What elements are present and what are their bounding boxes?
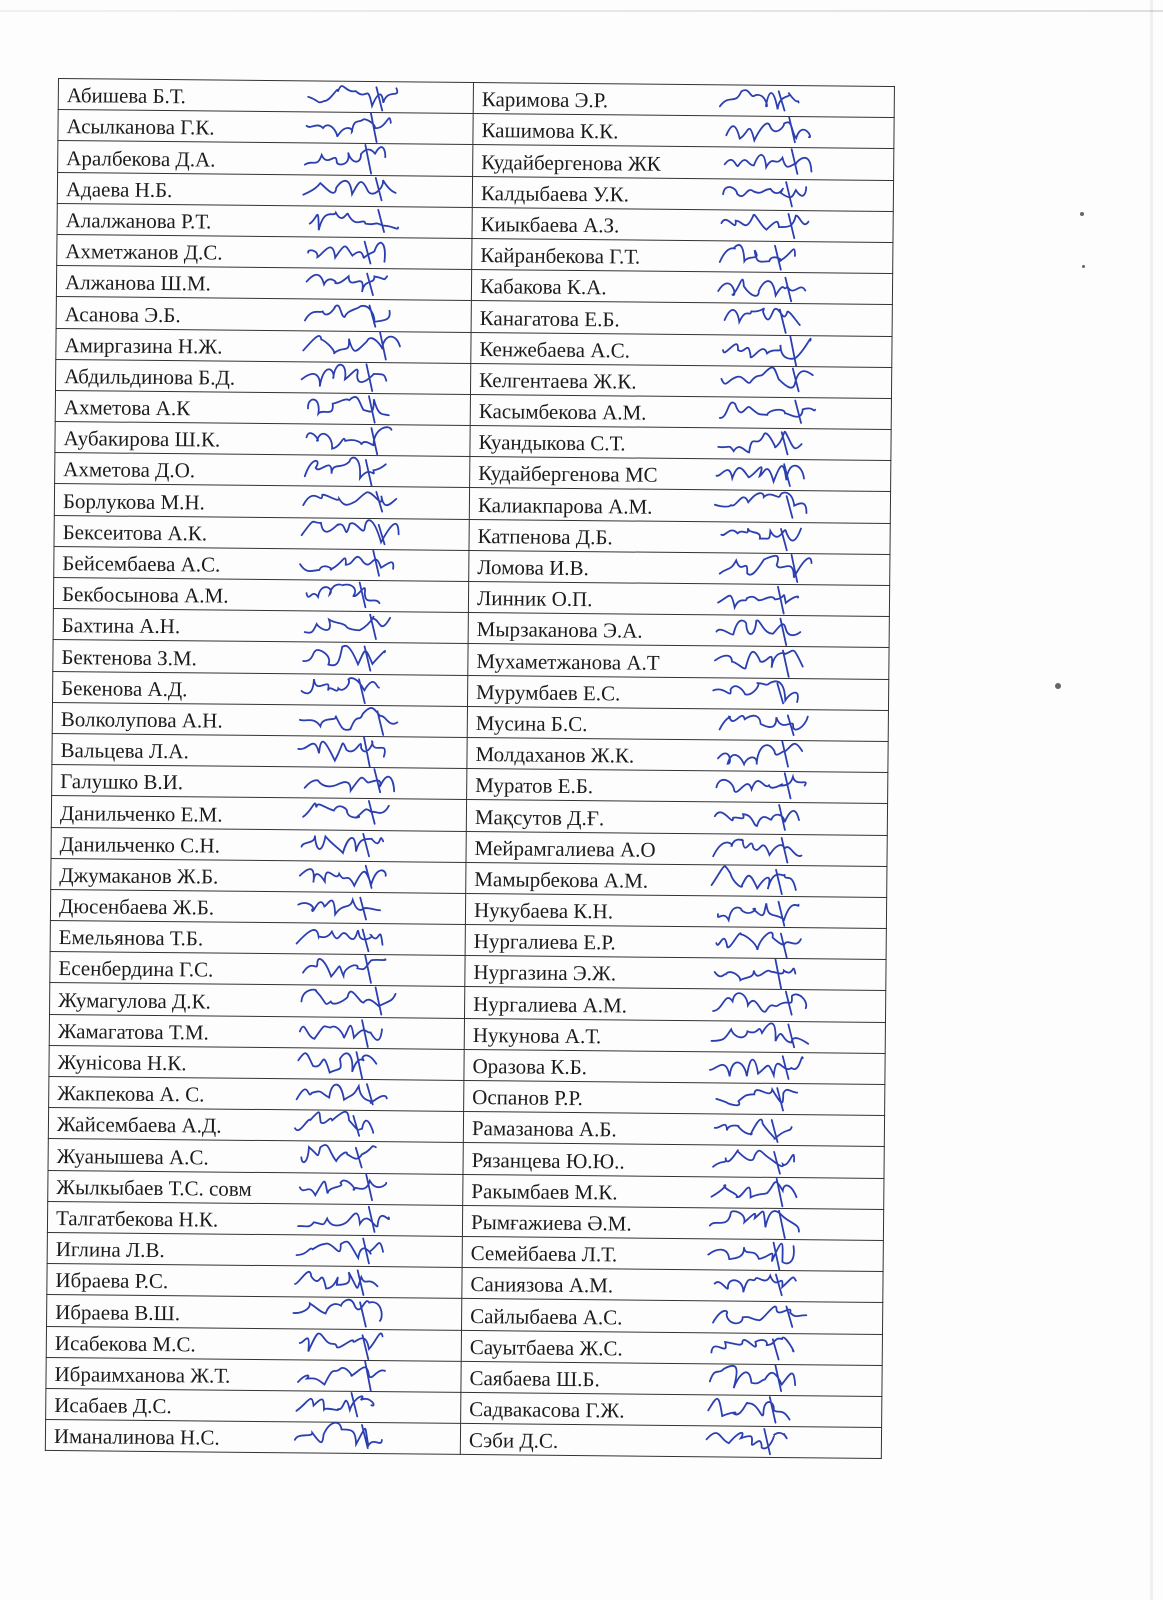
right-name-cell [462, 1299, 883, 1334]
person-name: Киыкбаева А.З. [480, 212, 620, 238]
left-name-cell [51, 796, 466, 831]
signature-stroke [716, 932, 801, 958]
person-name: Бекенова А.Д. [61, 675, 188, 702]
left-name-cell [50, 983, 465, 1018]
left-name-cell [55, 422, 470, 457]
person-name: Ломова И.В. [477, 555, 589, 581]
signature-table-body [45, 79, 894, 1459]
person-name: Мусина Б.С. [475, 710, 588, 737]
signature-stroke [295, 1270, 378, 1295]
signature-stroke [716, 464, 804, 487]
left-name-cell [53, 577, 468, 612]
person-name: Адаева Н.Б. [65, 176, 173, 202]
signature-stroke [306, 273, 387, 295]
right-name-cell [473, 145, 894, 180]
person-name: Ахметжанов Д.С. [65, 239, 223, 265]
person-name: Данильченко Е.М. [59, 800, 223, 827]
person-name: Жакпекова А. С. [57, 1081, 205, 1107]
signature-stroke [715, 1274, 796, 1295]
signature-stroke [711, 1336, 793, 1359]
scan-speck [1080, 212, 1084, 216]
right-name-cell [471, 332, 892, 367]
signature-stroke [712, 866, 797, 894]
left-name-cell [50, 952, 465, 987]
person-name: Мурумбаев Е.С. [476, 679, 621, 706]
left-name-cell [53, 671, 468, 706]
left-name-cell [48, 1170, 463, 1205]
signature-stroke [708, 1242, 794, 1270]
signature-stroke [715, 492, 807, 518]
signature-table [45, 78, 895, 1459]
signature-stroke [721, 527, 801, 550]
left-name-cell [48, 1139, 463, 1174]
right-name-cell [472, 238, 893, 273]
signature-stroke [303, 177, 396, 200]
signature-stroke [308, 241, 385, 264]
person-name: Вальцева Л.А. [60, 738, 189, 764]
person-name: Кудайбергенова ЖК [481, 149, 661, 176]
person-name: Иманалинова Н.С. [53, 1424, 220, 1450]
person-name: Мухаметжанова А.Т [476, 648, 660, 675]
right-name-cell [462, 1268, 883, 1303]
right-name-cell [471, 270, 892, 305]
right-name-cell [467, 737, 888, 772]
signature-stroke [713, 837, 802, 862]
right-name-cell [463, 1112, 884, 1147]
person-name: Рымғажиева Ә.М. [470, 1209, 632, 1236]
signature-stroke [716, 773, 806, 799]
left-name-cell [57, 234, 472, 269]
person-name: Сауытбаева Ж.С. [469, 1334, 623, 1361]
signature-stroke [305, 769, 395, 793]
person-name: Нургазина Э.Ж. [473, 960, 617, 986]
person-name: Мамырбекова А.М. [474, 866, 649, 893]
right-name-cell [467, 706, 888, 741]
left-name-cell [57, 172, 472, 207]
person-name: Калдыбаева У.К. [480, 180, 630, 207]
signature-stroke [713, 991, 806, 1015]
signature-stroke [715, 1119, 792, 1142]
signature-stroke [300, 1174, 387, 1200]
table-row [45, 1420, 881, 1459]
signature-stroke [305, 145, 386, 174]
person-name: Иглина Л.В. [55, 1237, 165, 1263]
person-name: Оспанов Р.Р. [472, 1085, 583, 1111]
signature-stroke [725, 149, 812, 174]
right-name-cell [465, 893, 886, 928]
person-name: Оразова К.Б. [472, 1054, 588, 1080]
left-name-cell [45, 1420, 460, 1455]
person-name: Рамазанова А.Б. [471, 1116, 617, 1142]
right-name-cell [465, 925, 886, 960]
scan-speck [1082, 265, 1085, 268]
left-name-cell [46, 1326, 461, 1361]
signature-stroke [295, 1111, 374, 1136]
right-name-cell [466, 862, 887, 897]
left-name-cell [58, 141, 473, 176]
signature-stroke [710, 1364, 796, 1391]
scan-edge-right [1150, 0, 1153, 1600]
signature-stroke [298, 736, 385, 766]
right-name-cell [460, 1423, 881, 1458]
right-name-cell [472, 207, 893, 242]
left-name-cell [56, 359, 471, 394]
person-name: Абишева Б.Т. [66, 83, 186, 109]
person-name: Муратов Е.Б. [475, 773, 594, 799]
right-name-cell [467, 675, 888, 710]
right-name-cell [463, 1174, 884, 1209]
left-name-cell [55, 390, 470, 425]
person-name: Дюсенбаева Ж.Б. [58, 894, 215, 920]
signature-stroke [720, 554, 812, 582]
person-name: Бектенова З.М. [61, 644, 198, 670]
signature-stroke [718, 741, 802, 767]
person-name: Бексеитова А.К. [62, 519, 208, 546]
right-name-cell [462, 1205, 883, 1240]
left-name-cell [54, 484, 469, 519]
left-name-cell [48, 1108, 463, 1143]
signature-stroke [718, 901, 799, 926]
person-name: Ибраимханова Ж.Т. [54, 1361, 231, 1388]
person-name: Алжанова Ш.М. [64, 270, 211, 296]
signature-stroke [306, 426, 391, 454]
signature-stroke [723, 181, 806, 206]
person-name: Ибраева Р.С. [55, 1268, 169, 1294]
signature-stroke [716, 1088, 797, 1111]
person-name: Бахтина А.Н. [61, 613, 181, 639]
person-name: Катпенова Д.Б. [477, 523, 613, 550]
signature-stroke [298, 897, 380, 920]
signature-stroke [711, 1022, 808, 1047]
person-name: Волколупова А.Н. [60, 706, 223, 733]
signature-stroke [713, 1306, 806, 1327]
right-name-cell [469, 550, 890, 585]
signature-stroke [301, 987, 395, 1015]
right-name-cell [461, 1392, 882, 1427]
signature-stroke [308, 395, 389, 422]
person-name: Куандыкова С.Т. [478, 430, 626, 456]
right-name-cell [468, 581, 889, 616]
person-name: Кайранбекова Г.Т. [480, 243, 641, 269]
signature-stroke [308, 86, 397, 111]
right-name-cell [464, 1080, 885, 1115]
signature-stroke [720, 715, 808, 735]
person-name: Данильченко С.Н. [59, 831, 221, 858]
signature-stroke [298, 1360, 385, 1391]
signature-stroke [713, 680, 798, 703]
signature-stroke [306, 582, 379, 607]
handwritten-signature [714, 77, 834, 118]
left-name-cell [49, 1014, 464, 1049]
person-name: Касымбекова А.М. [478, 399, 647, 425]
right-name-cell [465, 956, 886, 991]
signature-stroke [302, 363, 387, 391]
left-name-cell [54, 515, 469, 550]
person-name: Канагатова Е.Б. [479, 305, 620, 331]
right-name-cell [461, 1330, 882, 1365]
left-name-cell [58, 79, 473, 114]
right-name-cell [473, 82, 894, 117]
person-name: Галушко В.И. [60, 769, 184, 795]
signature-stroke [715, 805, 799, 831]
left-name-cell [52, 702, 467, 737]
signature-stroke [720, 400, 816, 423]
right-name-cell [471, 301, 892, 336]
person-name: Талгатбекова Н.К. [55, 1205, 219, 1232]
person-name: Келгентаева Ж.К. [479, 367, 637, 394]
person-name: Исабекова М.С. [54, 1330, 196, 1357]
signature-stroke [303, 492, 396, 512]
signature-stroke [715, 650, 803, 677]
signature-stroke [302, 519, 399, 544]
person-name: Линник О.П. [476, 586, 593, 612]
person-name: Аубакирова Ш.К. [63, 426, 221, 452]
person-name: Мейрамгалиева А.О [474, 835, 656, 862]
signature-stroke [721, 213, 808, 238]
person-name: Нургалиева А.М. [473, 991, 628, 1018]
person-name: Емельянова Т.Б. [58, 925, 204, 951]
signature-stroke [293, 1299, 382, 1327]
person-name: Ракымбаев М.К. [471, 1178, 618, 1205]
left-name-cell [50, 921, 465, 956]
person-name: Кашимова К.К. [481, 118, 619, 144]
right-name-cell [464, 1018, 885, 1053]
handwritten-signature [299, 73, 419, 114]
person-name: Борлукова М.Н. [62, 488, 206, 515]
person-name: Жуанышева А.С. [56, 1143, 209, 1170]
right-name-cell [464, 1049, 885, 1084]
left-name-cell [46, 1388, 461, 1423]
left-name-cell [55, 453, 470, 488]
signature-stroke [300, 707, 398, 735]
person-name: Ибраева В.Ш. [55, 1299, 181, 1325]
signature-stroke [305, 305, 390, 327]
left-name-cell [47, 1295, 462, 1330]
right-name-cell [467, 769, 888, 804]
signature-stroke [721, 367, 813, 392]
signature-stroke [713, 1150, 794, 1174]
signature-stroke [303, 801, 389, 825]
signature-stroke [300, 1019, 382, 1046]
person-name: Бейсембаева А.С. [62, 551, 221, 577]
left-name-cell [56, 266, 471, 301]
person-name: Сэби Д.С. [468, 1428, 559, 1454]
person-name: Алалжанова Р.Т. [65, 208, 212, 234]
person-name: Есенбердина Г.С. [58, 956, 214, 982]
right-name-cell [462, 1236, 883, 1271]
signature-stroke [710, 1055, 803, 1078]
person-name: Мақсутов Д.Ғ. [474, 804, 605, 830]
signature-stroke [297, 1083, 387, 1104]
signature-stroke [298, 1206, 389, 1232]
left-name-cell [47, 1264, 462, 1299]
left-name-cell [49, 1076, 464, 1111]
person-name: Нукунова А.Т. [472, 1022, 602, 1049]
signature-stroke [708, 1396, 790, 1422]
person-name: Асылканова Г.К. [66, 114, 215, 140]
person-name: Джумаканов Ж.Б. [59, 862, 219, 889]
signature-stroke [297, 929, 383, 951]
person-name: Исабаев Д.С. [54, 1393, 172, 1419]
right-name-cell [470, 394, 891, 429]
signature-stroke [305, 614, 391, 639]
left-name-cell [46, 1357, 461, 1392]
signature-stroke [310, 209, 399, 232]
person-name: Амиргазина Н.Ж. [64, 332, 223, 359]
person-name: Абдильдинова Б.Д. [64, 363, 236, 390]
person-name: Каримова Э.Р. [481, 87, 609, 113]
right-name-cell [472, 176, 893, 211]
right-name-cell [468, 613, 889, 648]
signature-stroke [718, 586, 798, 613]
left-name-cell [47, 1201, 462, 1236]
person-name: Ахметова А.К [63, 395, 191, 421]
person-name: Нукубаева К.Н. [473, 898, 614, 924]
person-name: Мырзаканова Э.А. [476, 617, 643, 644]
right-name-cell [470, 363, 891, 398]
left-name-cell [52, 733, 467, 768]
signature-stroke [295, 1422, 382, 1448]
signature-stroke [718, 431, 802, 455]
right-name-cell [469, 519, 890, 554]
signature-stroke [303, 646, 385, 671]
signature-stroke [298, 1051, 376, 1078]
left-name-cell [52, 765, 467, 800]
right-name-cell [468, 644, 889, 679]
left-name-cell [57, 203, 472, 238]
left-name-cell [53, 640, 468, 675]
person-name: Жунісова Н.К. [57, 1050, 187, 1076]
left-name-cell [47, 1232, 462, 1267]
right-name-cell [466, 831, 887, 866]
signature-stroke [300, 550, 394, 576]
right-name-cell [469, 488, 890, 523]
person-name: Саябаева Ш.Б. [469, 1365, 600, 1392]
left-name-cell [56, 297, 471, 332]
person-name: Жылкыбаев Т.С. совм [56, 1174, 252, 1201]
signature-sheet [44, 78, 897, 1496]
person-name: Ахметова Д.О. [63, 457, 196, 483]
right-name-cell [470, 457, 891, 492]
person-name: Рязанцева Ю.Ю.. [471, 1147, 625, 1174]
signature-stroke [716, 618, 800, 645]
left-name-cell [54, 546, 469, 581]
signature-stroke [305, 457, 386, 486]
signature-stroke [706, 1428, 786, 1454]
person-name: Сайлыбаева А.С. [470, 1303, 623, 1329]
signature-stroke [303, 955, 386, 983]
signature-stroke [724, 308, 799, 333]
person-name: Аралбекова Д.А. [66, 145, 216, 172]
signature-stroke [726, 117, 810, 143]
left-name-cell [58, 110, 473, 145]
signature-stroke [300, 1332, 383, 1359]
signature-stroke [711, 1178, 796, 1206]
person-name: Жамагатова Т.М. [57, 1018, 209, 1045]
left-name-cell [51, 827, 466, 862]
signature-stroke [306, 113, 390, 143]
signature-stroke [296, 1238, 383, 1264]
signature-stroke [300, 865, 386, 888]
left-name-cell [51, 858, 466, 893]
person-name: Садвакасова Г.Ж. [469, 1397, 625, 1423]
right-name-cell [464, 987, 885, 1022]
right-name-cell [463, 1143, 884, 1178]
signature-stroke [710, 1210, 799, 1238]
left-name-cell [49, 1045, 464, 1080]
person-name: Жайсембаева А.Д. [56, 1112, 222, 1138]
person-name: Калиакпарова А.М. [477, 492, 653, 519]
person-name: Кенжебаева А.С. [479, 336, 631, 363]
signature-stroke [718, 277, 805, 301]
signature-stroke [723, 335, 811, 365]
person-name: Молдаханов Ж.К. [475, 742, 635, 768]
signature-stroke [303, 331, 400, 359]
signature-stroke [715, 959, 796, 989]
signature-stroke [301, 677, 379, 703]
right-name-cell [466, 800, 887, 835]
right-name-cell [473, 114, 894, 149]
left-name-cell [50, 889, 465, 924]
scan-speck [1055, 683, 1061, 689]
person-name: Саниязова А.М. [470, 1272, 614, 1298]
person-name: Асанова Э.Б. [64, 301, 181, 327]
left-name-cell [53, 609, 468, 644]
person-name: Кабакова К.А. [479, 274, 607, 300]
person-name: Кудайбергенова МС [478, 461, 658, 488]
signature-stroke [720, 90, 799, 111]
person-name: Жумагулова Д.К. [58, 987, 211, 1014]
signature-stroke [296, 1392, 373, 1416]
person-name: Семейбаева Л.Т. [470, 1241, 618, 1267]
signature-stroke [301, 1145, 376, 1168]
person-name: Нургалиева Е.Р. [473, 929, 616, 955]
signature-stroke [720, 245, 795, 270]
signature-stroke [301, 833, 383, 856]
right-name-cell [461, 1361, 882, 1396]
person-name: Бекбосынова А.М. [61, 582, 229, 608]
left-name-cell [56, 328, 471, 363]
scan-edge-top [0, 10, 1163, 12]
right-name-cell [470, 426, 891, 461]
